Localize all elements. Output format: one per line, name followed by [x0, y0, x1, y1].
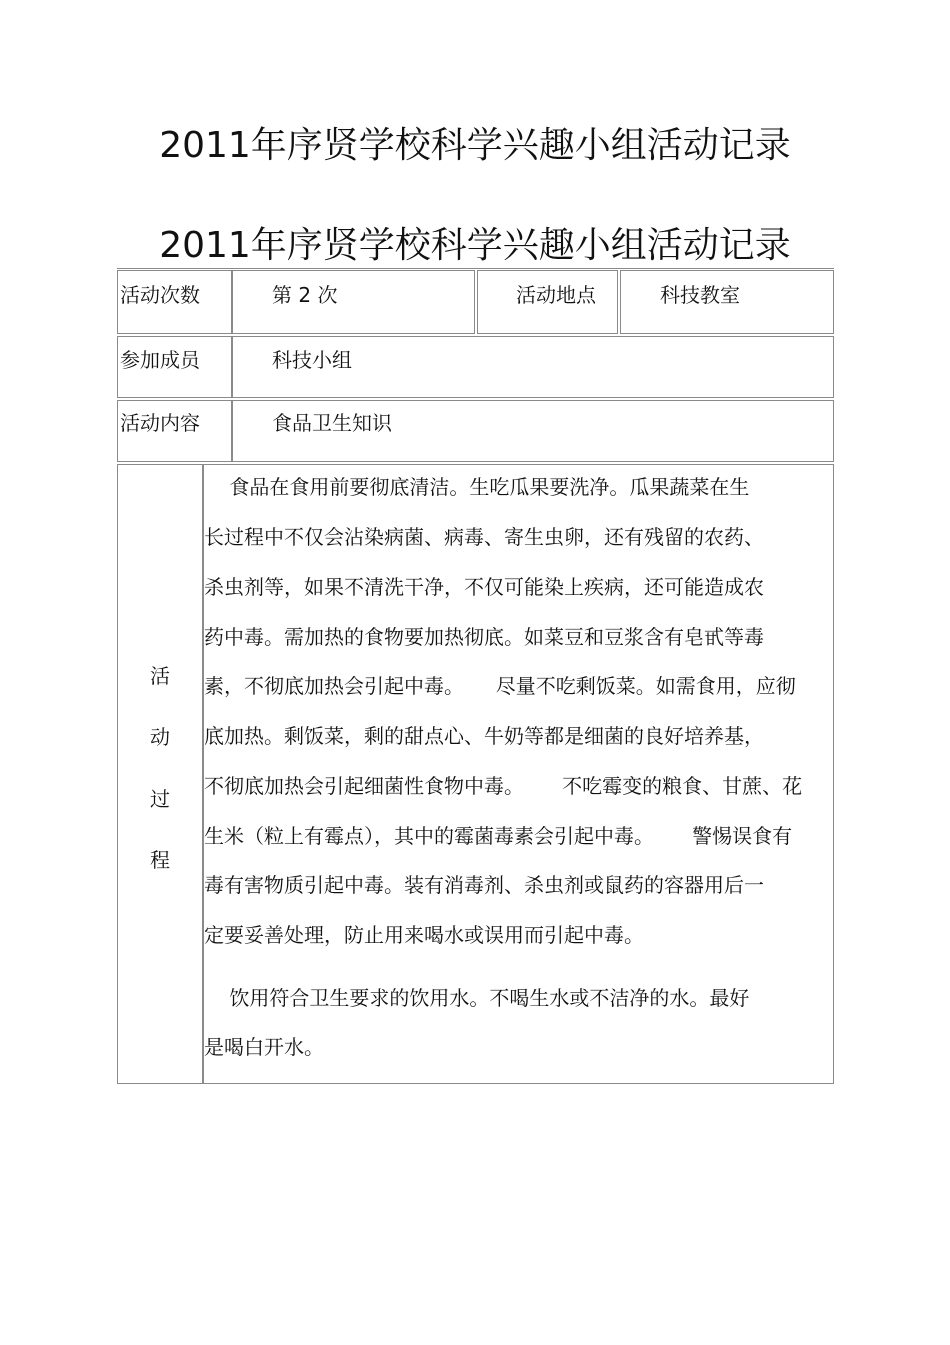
- content-value: 食品卫生知识: [272, 411, 392, 435]
- process-label-char: 程: [150, 848, 170, 872]
- process-text-line: 不彻底加热会引起细菌性食物中毒。 不吃霉变的粮食、甘蔗、花: [204, 774, 803, 798]
- process-label-char: 活: [150, 664, 170, 688]
- process-text-line: 是喝白开水。: [204, 1035, 324, 1059]
- process-text-line: 食品在食用前要彻底清洁。生吃瓜果要洗净。瓜果蔬菜在生: [204, 475, 750, 499]
- activity-count-label: 活动次数: [120, 283, 200, 307]
- cell-activity-count-value: [232, 270, 475, 334]
- process-label-char: 动: [150, 725, 170, 749]
- process-text-line: 饮用符合卫生要求的饮用水。不喝生水或不洁净的水。最好: [204, 986, 750, 1010]
- process-text-line: 长过程中不仅会沾染病菌、病毒、寄生虫卵，还有残留的农药、: [204, 525, 764, 549]
- process-text-line: 生米（粒上有霉点），其中的霉菌毒素会引起中毒。 警惕误食有: [204, 824, 793, 848]
- process-text-line: 毒有害物质引起中毒。装有消毒剂、杀虫剂或鼠药的容器用后一: [204, 873, 764, 897]
- table-border-double: [117, 268, 834, 269]
- members-label: 参加成员: [120, 348, 200, 372]
- process-text-line: 杀虫剂等，如果不清洗干净，不仅可能染上疾病，还可能造成农: [204, 575, 764, 599]
- activity-count-value: 第 2 次: [272, 283, 338, 307]
- activity-location-label: 活动地点: [516, 283, 596, 307]
- page-title: 2011年序贤学校科学兴趣小组活动记录: [159, 125, 791, 166]
- members-value: 科技小组: [272, 348, 352, 372]
- process-text-line: 定要妥善处理，防止用来喝水或误用而引起中毒。: [204, 923, 644, 947]
- content-label: 活动内容: [120, 411, 200, 435]
- cell-process-label: [117, 464, 203, 1084]
- process-text-line: 素，不彻底加热会引起中毒。 尽量不吃剩饭菜。如需食用，应彻: [204, 674, 796, 698]
- process-label-char: 过: [150, 787, 170, 811]
- process-text-line: 底加热。剩饭菜，剩的甜点心、牛奶等都是细菌的良好培养基，: [204, 724, 764, 748]
- process-text-line: 药中毒。需加热的食物要加热彻底。如菜豆和豆浆含有皂甙等毒: [204, 625, 764, 649]
- activity-location-value: 科技教室: [660, 283, 740, 307]
- page-title-repeat: 2011年序贤学校科学兴趣小组活动记录: [159, 225, 791, 266]
